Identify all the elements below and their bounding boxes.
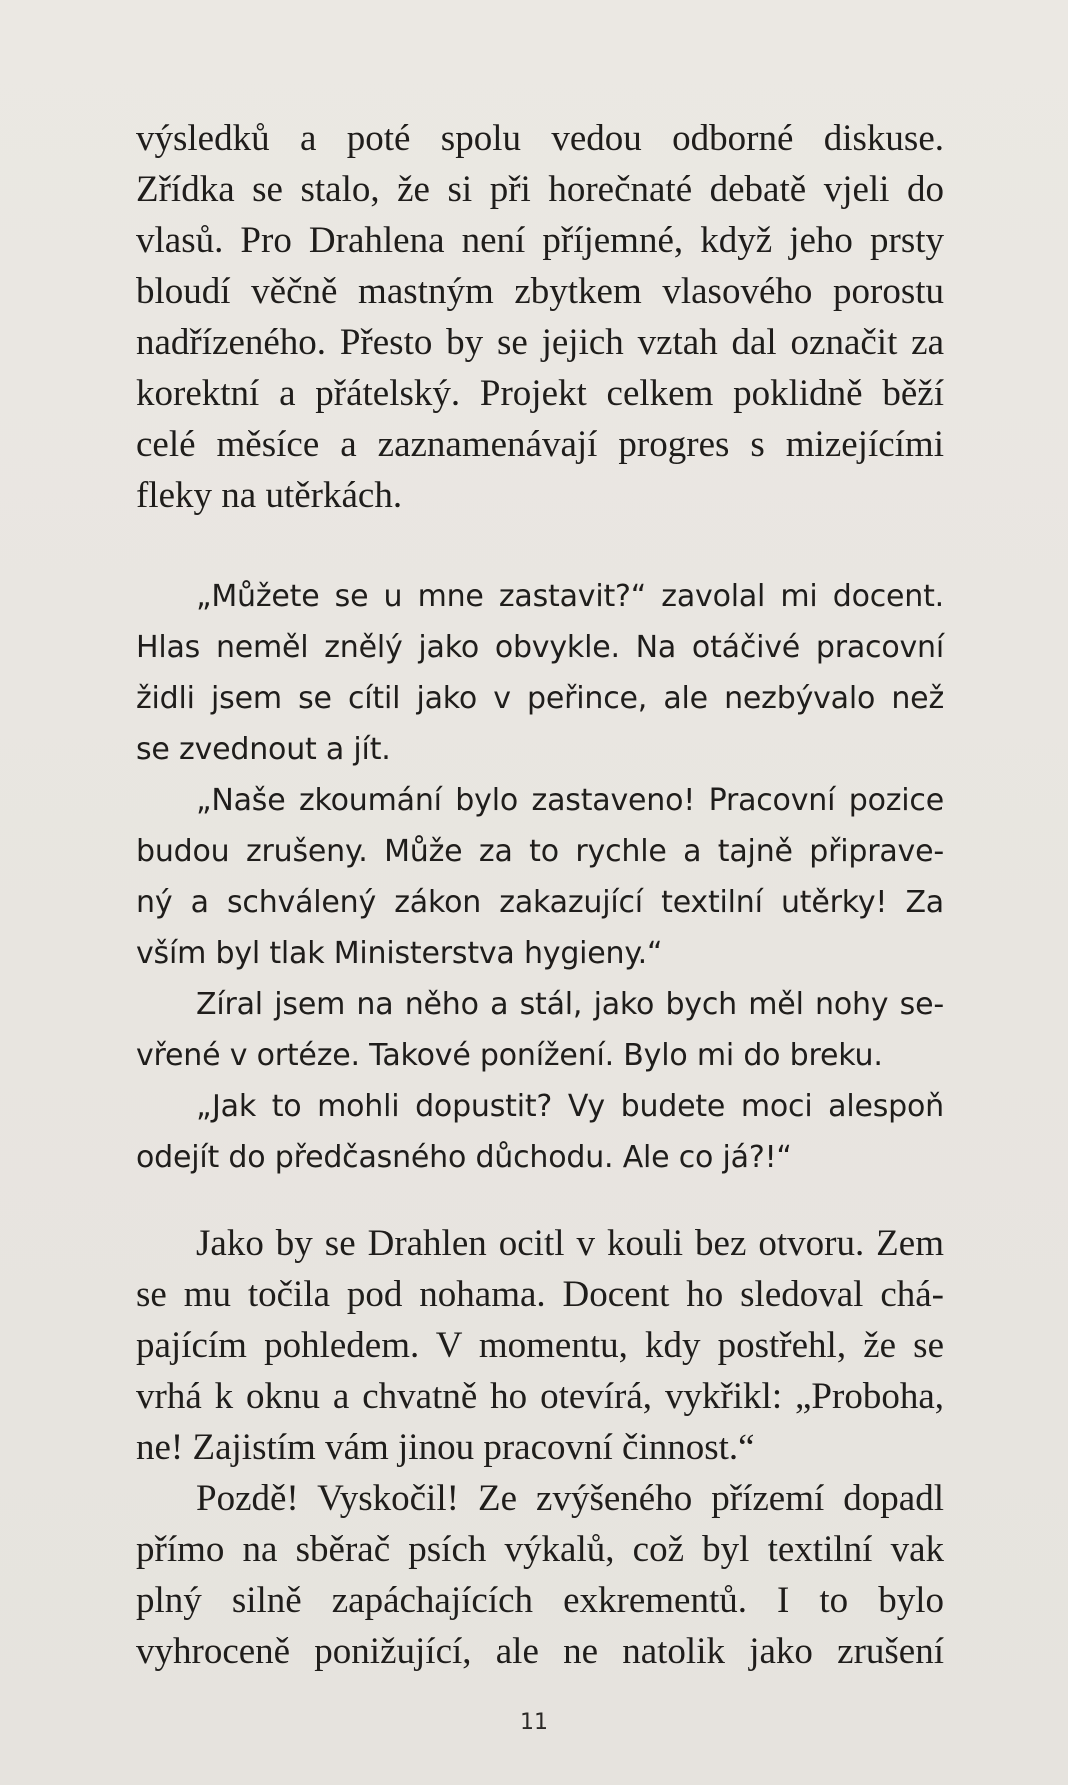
text-line: budou zrušeny. Může za to rychle a tajně připrave-: [136, 834, 944, 869]
text-line: „Můžete se u mne zastavit?“ zavolal mi docent.: [196, 579, 944, 614]
text-line: Jako by se Drahlen ocitl v kouli bez otvoru. Zem: [196, 1223, 944, 1264]
text-line: Zíral jsem na něho a stál, jako bych měl nohy se-: [196, 987, 944, 1022]
text-line: vřené v ortéze. Takové ponížení. Bylo mi do breku.: [136, 1038, 883, 1073]
text-line: „Naše zkoumání bylo zastaveno! Pracovní pozice: [196, 783, 944, 818]
page-number: 11: [520, 1710, 548, 1735]
text-line: vším byl tlak Ministerstva hygieny.“: [136, 936, 663, 971]
text-line: Hlas neměl znělý jako obvykle. Na otáčivé pracovní: [136, 630, 944, 665]
text-line: ný a schválený zákon zakazující textilní utěrky! Za: [136, 885, 944, 920]
text-line: vyhroceně ponižující, ale ne natolik jako zrušení: [136, 1631, 944, 1672]
text-line: Zřídka se stalo, že si při horečnaté debatě vjeli do: [136, 169, 944, 210]
text-line: „Jak to mohli dopustit? Vy budete moci alespoň: [196, 1089, 944, 1124]
text-line: židli jsem se cítil jako v peřince, ale nezbývalo než: [136, 681, 944, 716]
text-line: výsledků a poté spolu vedou odborné diskuse.: [136, 118, 944, 159]
text-block-1: [136, 113, 944, 521]
text-line: celé měsíce a zaznamenávají progres s mizejícími: [136, 424, 944, 465]
text-line: se zvednout a jít.: [136, 732, 391, 767]
text-block-3: [136, 1218, 944, 1677]
text-line: odejít do předčasného důchodu. Ale co já?!“: [136, 1140, 792, 1175]
text-line: se mu točila pod nohama. Docent ho sledoval chá-: [136, 1274, 944, 1315]
text-line: přímo na sběrač psích výkalů, což byl textilní vak: [136, 1529, 944, 1570]
text-block-2: [136, 571, 944, 1183]
text-line: vlasů. Pro Drahlena není příjemné, když jeho prsty: [136, 220, 944, 261]
text-line: pajícím pohledem. V momentu, kdy postřehl, že se: [136, 1325, 944, 1366]
text-line: nadřízeného. Přesto by se jejich vztah dal označit za: [136, 322, 944, 363]
text-line: ne! Zajistím vám jinou pracovní činnost.“: [136, 1427, 755, 1468]
text-line: fleky na utěrkách.: [136, 475, 403, 516]
text-line: Pozdě! Vyskočil! Ze zvýšeného přízemí dopadl: [196, 1478, 944, 1519]
text-line: bloudí věčně mastným zbytkem vlasového porostu: [136, 271, 944, 312]
text-line: korektní a přátelský. Projekt celkem poklidně běží: [136, 373, 944, 414]
text-line: plný silně zapáchajících exkrementů. I to bylo: [136, 1580, 944, 1621]
text-line: vrhá k oknu a chvatně ho otevírá, vykřikl: „Proboha,: [136, 1376, 944, 1417]
